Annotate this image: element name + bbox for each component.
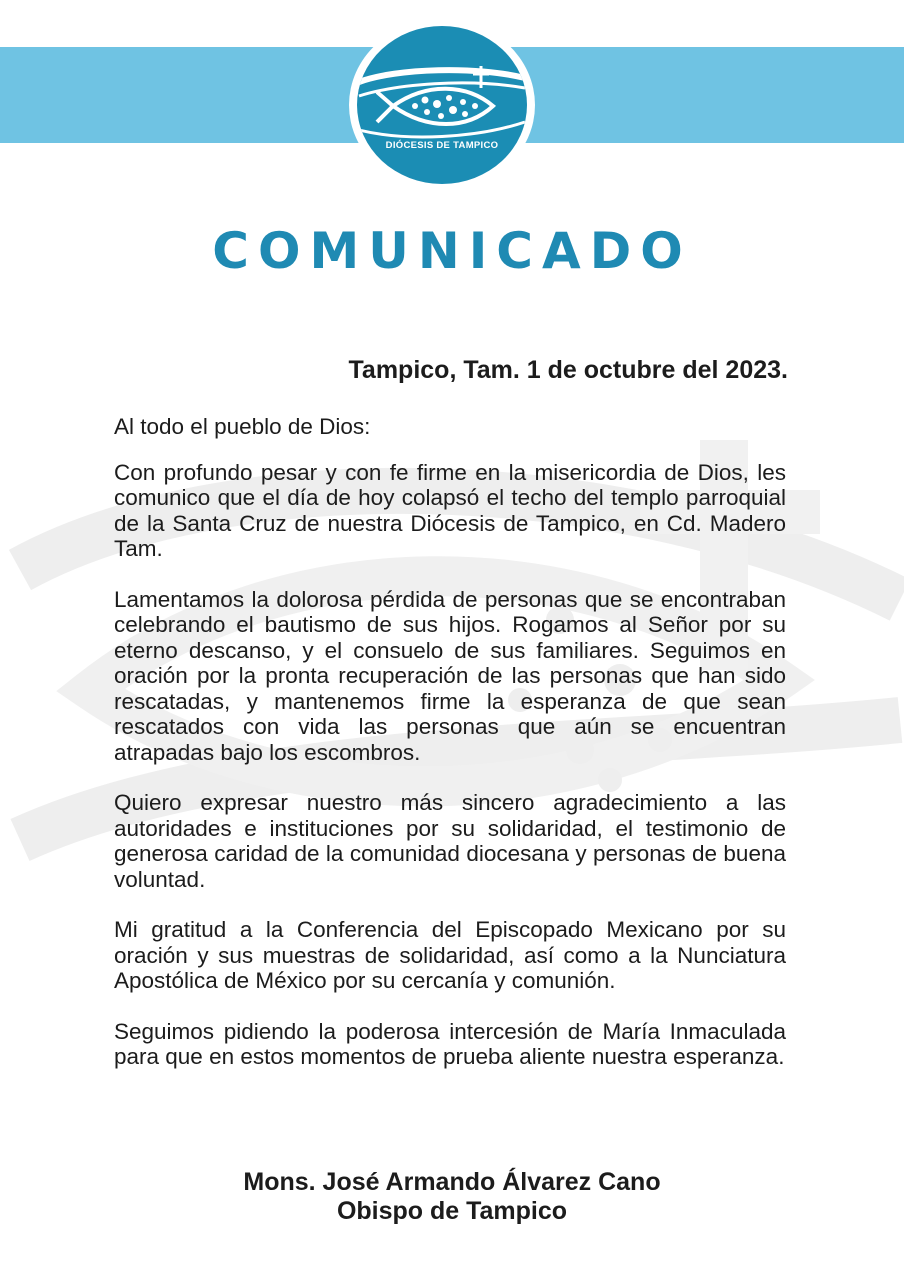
letter-body	[114, 414, 786, 1095]
signature-name: Mons. José Armando Álvarez Cano	[243, 1168, 661, 1196]
signature-block	[0, 1168, 904, 1226]
fish-cross-icon	[357, 26, 527, 184]
letter-paragraph: Quiero expresar nuestro más sincero agradecimiento a las autoridades e instituciones por su solidaridad, el testimonio de generosa caridad de la comunidad diocesana y personas de buena voluntad.	[114, 790, 786, 892]
letter-paragraph: Con profundo pesar y con fe firme en la misericordia de Dios, les comunico que el día de hoy colapsó el techo del templo parroquial de la Santa Cruz de nuestra Diócesis de Tampico, en Cd. Madero Tam.	[114, 459, 786, 561]
logo-circle	[357, 26, 527, 184]
letter-date: Tampico, Tam. 1 de octubre del 2023.	[348, 356, 788, 384]
letter-greeting: Al todo el pueblo de Dios:	[114, 414, 371, 439]
logo-text: DIÓCESIS DE TAMPICO	[385, 140, 499, 151]
letter-paragraph: Lamentamos la dolorosa pérdida de personas que se encontraban celebrando el bautismo de sus hijos. Rogamos al Señor por su eterno descanso, y el consuelo de sus familiares. Seguimos en oración por la pronta recuperación de las personas que han sido rescatadas, y mantenemos firme la esperanza de que sean rescatados con vida las personas que aún se encuentran atrapadas bajo los escombros.	[114, 586, 786, 765]
letter-paragraph: Mi gratitud a la Conferencia del Episcopado Mexicano por su oración y sus muestras de solidaridad, así como a la Nunciatura Apostólica de México por su cercanía y comunión.	[114, 917, 786, 993]
letter-paragraph: Seguimos pidiendo la poderosa intercesión de María Inmaculada para que en estos momentos de prueba aliente nuestra esperanza.	[114, 1018, 786, 1069]
diocese-logo	[349, 19, 535, 191]
page-title: COMUNICADO	[212, 222, 692, 280]
signature-role: Obispo de Tampico	[336, 1197, 568, 1225]
